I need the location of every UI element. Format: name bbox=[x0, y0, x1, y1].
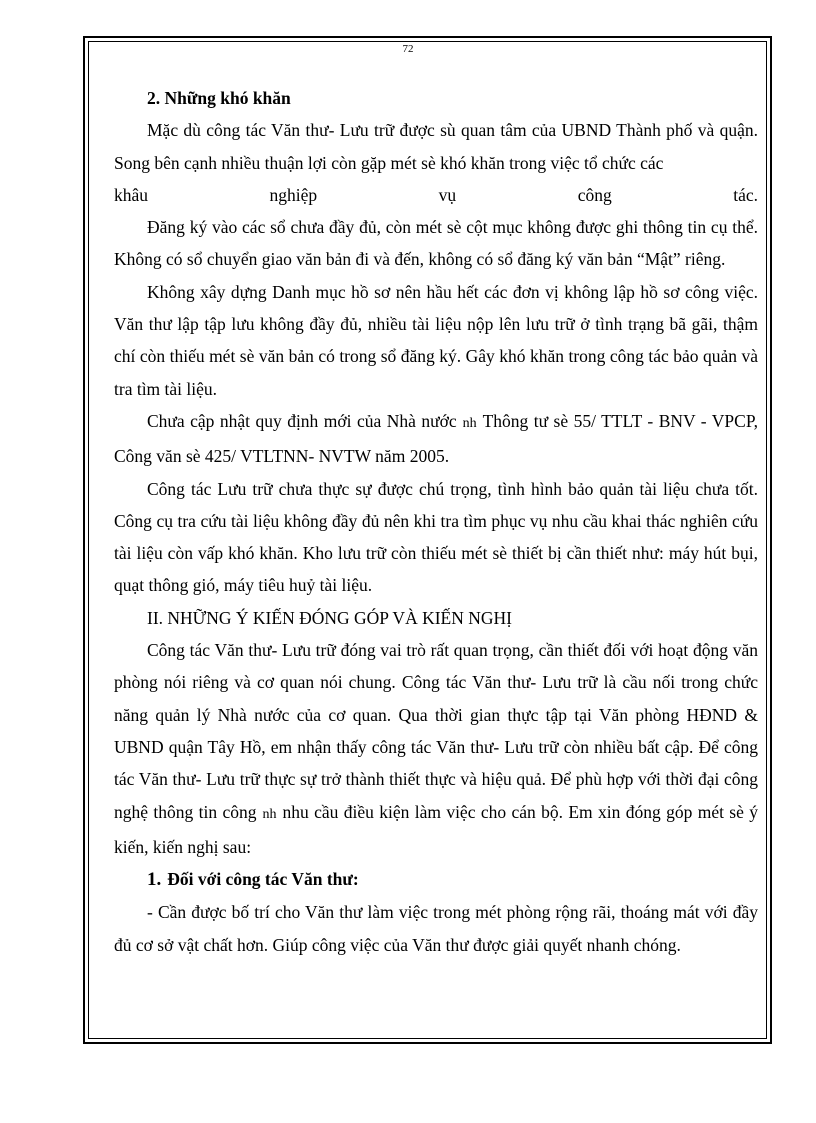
section-heading-difficulties: 2. Những khó khăn bbox=[147, 88, 291, 108]
paragraph-text: Thông tư sè 55/ TTLT - BNV - VPCP, Công văn sè 425/ VTLTNN- NVTW năm 2005. bbox=[114, 410, 758, 467]
paragraph-text: nhu cầu điều kiện làm việc cho cán bộ. Em xin đóng góp mét sè ý kiến, kiến nghị sau: bbox=[114, 801, 759, 857]
section-heading-recommendations: II. NHỮNG Ý KIẾN ĐÓNG GÓP VÀ KIẾN NGHỊ bbox=[147, 607, 512, 628]
paragraph-registration: Đăng ký vào các sổ chưa đầy đủ, còn mét sè cột mục không được ghi thông tin cụ thể. Không có sổ chuyển giao văn bản đi và đến, không có sổ đăng ký văn bản “Mật” riêng. bbox=[114, 217, 758, 270]
paragraph-difficulties-intro bbox=[114, 114, 758, 179]
paragraph-text: Chưa cập nhật quy định mới của Nhà nước bbox=[147, 410, 457, 431]
paragraph-archives: Công tác Lưu trữ chưa thực sự được chú trọng, tình hình bảo quản tài liệu chưa tốt. Công cụ tra cứu tài liệu không đầy đủ nên khi tra tìm phục vụ nhu cầu khai thác nghiên cứu tài liệu còn vấp khó khăn. Kho lưu trữ còn thiếu mét sè thiết bị cần thiết như: máy hút bụi, quạt thông gió, máy tiêu huỷ tài liệu. bbox=[114, 478, 758, 596]
paragraph-text: Công tác Văn thư- Lưu trữ đóng vai trò rất quan trọng, cần thiết đối với hoạt động văn phòng nói riêng và cơ quan nói chung. Công tác Văn thư- Lưu trữ là cầu nối trong chức năng quản lý Nhà nước của cơ quan. Qua thời gian thực tập tại Văn phòng HĐND & UBND quận Tây Hồ, em nhận thấy công tác Văn thư- Lưu trữ còn nhiều bất cập. Để công tác Văn thư- Lưu trữ thực sự trở thành thiết thực và hiệu quả. Để phù hợp với thời đại công nghệ thông tin công bbox=[114, 640, 758, 822]
paragraph-recommendations-intro bbox=[114, 634, 758, 863]
paragraph-clerical-room: - Cần được bố trí cho Văn thư làm việc trong mét phòng rộng rãi, thoáng mát với đầy đủ cơ sở vật chất hơn. Giúp công việc của Văn thư được giải quyết nhanh chóng. bbox=[114, 902, 758, 955]
document-body bbox=[114, 82, 758, 961]
inline-abbrev: nh bbox=[462, 415, 477, 431]
subsection-title: Đối với công tác Văn thư: bbox=[167, 869, 359, 890]
paragraph-text: Mặc dù công tác Văn thư- Lưu trữ được sù quan tâm của UBND Thành phố và quận. Song bên cạnh nhiều thuận lợi còn gặp mét sè khó khăn trong việc tổ chức các bbox=[114, 120, 758, 173]
paragraph-regulations bbox=[114, 405, 758, 473]
inline-abbrev: nh bbox=[262, 806, 277, 822]
subsection-number: 1. bbox=[147, 869, 162, 891]
subsection-heading-clerical bbox=[114, 863, 758, 896]
paragraph-records-list: Không xây dựng Danh mục hồ sơ nên hầu hết các đơn vị không lập hồ sơ công việc. Văn thư lập tập lưu không đầy đủ, nhiều tài liệu nộp lên lưu trữ ở tình trạng bã gãi, thậm chí còn thiếu mét sè văn bản có trong sổ đăng ký. Gây khó khăn trong công tác bảo quản và tra tìm tài liệu. bbox=[114, 281, 758, 399]
paragraph-difficulties-intro-end: khâu nghiệp vụ công tác. bbox=[114, 184, 758, 205]
page-number: 72 bbox=[402, 43, 414, 55]
